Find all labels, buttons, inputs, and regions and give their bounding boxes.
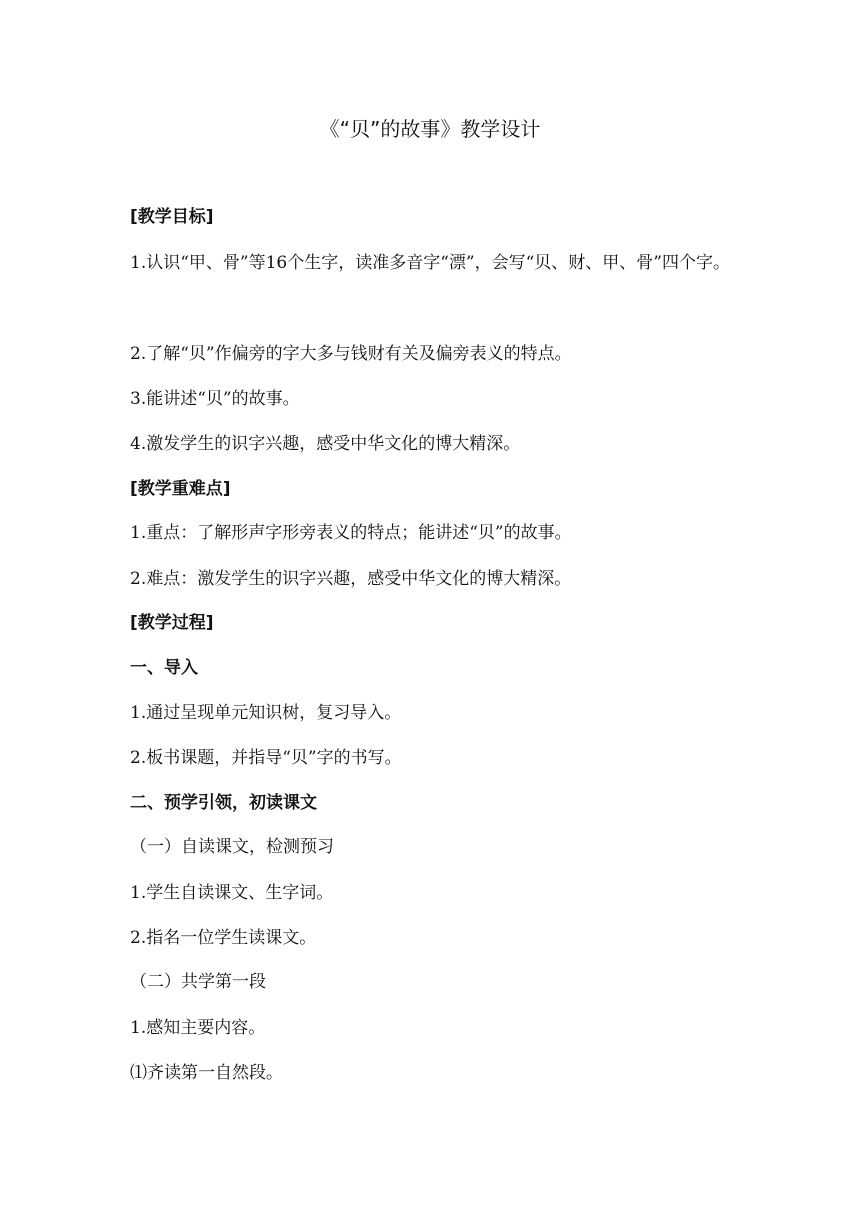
goals-item-3: 3.能讲述“贝”的故事。 <box>130 389 300 409</box>
part2-sub2-item-2: ⑴齐读第一自然段。 <box>130 1063 283 1083</box>
key-points-heading: [教学重难点] <box>130 479 231 499</box>
key-points-item-1: 1.重点：了解形声字形旁表义的特点；能讲述“贝”的故事。 <box>130 523 572 543</box>
goals-item-2: 2.了解“贝”作偏旁的字大多与钱财有关及偏旁表义的特点。 <box>130 344 572 364</box>
part2-sub1-item-2: 2.指名一位学生读课文。 <box>130 928 317 948</box>
goals-heading: [教学目标] <box>130 207 214 227</box>
goals-item-1: 1.认识“甲、骨”等16个生字，读准多音字“漂”，会写“贝、财、甲、骨”四个字。 <box>130 253 730 273</box>
part2-heading: 二、预学引领，初读课文 <box>130 793 317 813</box>
part2-sub1-heading: （一）自读课文，检测预习 <box>130 837 334 857</box>
part1-item-2: 2.板书课题，并指导“贝”字的书写。 <box>130 748 402 768</box>
part2-sub2-heading: （二）共学第一段 <box>130 972 266 992</box>
process-heading: [教学过程] <box>130 613 214 633</box>
key-points-item-2: 2.难点：激发学生的识字兴趣，感受中华文化的博大精深。 <box>130 569 572 589</box>
part1-item-1: 1.通过呈现单元知识树，复习导入。 <box>130 703 402 723</box>
part2-sub2-item-1: 1.感知主要内容。 <box>130 1018 266 1038</box>
document-title: 《“贝”的故事》教学设计 <box>319 117 541 141</box>
part1-heading: 一、导入 <box>130 658 198 678</box>
goals-item-4: 4.激发学生的识字兴趣，感受中华文化的博大精深。 <box>130 434 521 454</box>
part2-sub1-item-1: 1.学生自读课文、生字词。 <box>130 883 334 903</box>
